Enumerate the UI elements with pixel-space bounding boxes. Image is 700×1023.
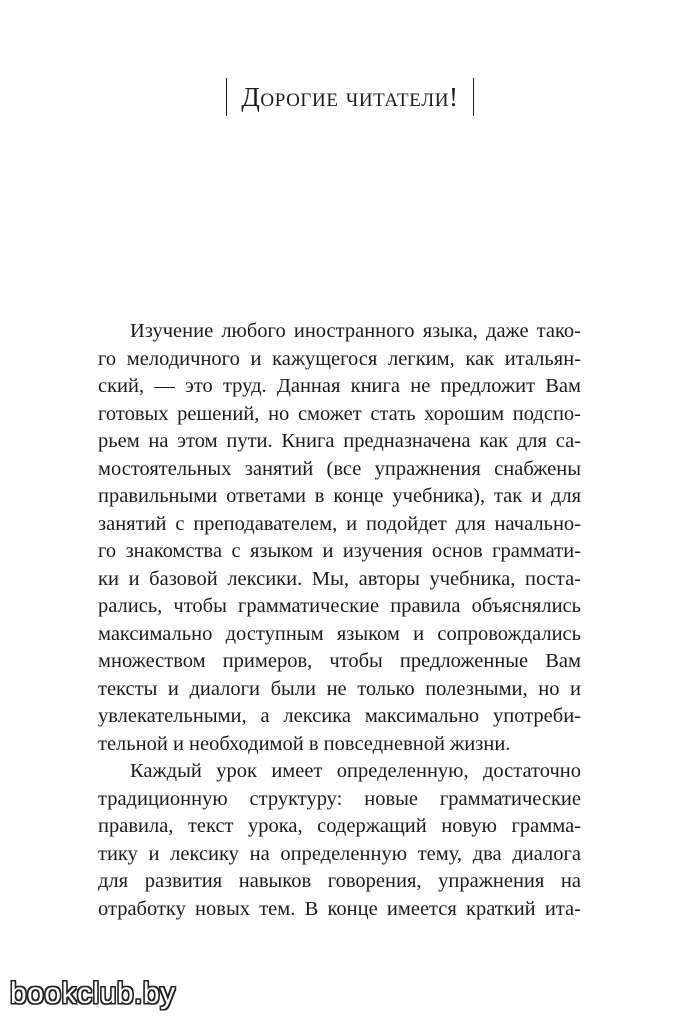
text-line: рьем на этом пути. Книга предназначена как для са-: [98, 430, 581, 452]
text-line: го мелодичного и кажущегося легким, как итальян-: [98, 347, 581, 370]
chapter-title: Дорогие читатели!: [241, 82, 459, 112]
paragraph-2: [98, 758, 581, 923]
text-line: отработку новых тем. В конце имеется краткий ита-: [98, 897, 581, 920]
paragraph-1: [98, 318, 581, 758]
heading-left-rule: [226, 78, 228, 116]
text-line: занятий с преподавателем, и подойдет для начально-: [98, 512, 581, 535]
text-line: тику и лексику на определенную тему, два диалога: [98, 842, 581, 865]
text-line: для развития навыков говорения, упражнения на: [98, 870, 581, 892]
text-line: тельной и необходимой в повседневной жизни.: [98, 732, 511, 755]
text-line: мостоятельных занятий (все упражнения снабжены: [98, 457, 581, 480]
text-line: рались, чтобы грамматические правила объяснялись: [98, 595, 581, 617]
text-line: Каждый урок имеет определенную, достаточно: [130, 760, 581, 782]
text-line: правила, текст урока, содержащий новую грамма-: [98, 815, 581, 837]
text-line: Изучение любого иностранного языка, даже тако-: [130, 320, 581, 342]
chapter-heading: [0, 78, 700, 116]
text-line: готовых решений, но сможет стать хорошим подспо-: [98, 402, 581, 425]
text-line: традиционную структуру: новые грамматические: [98, 787, 581, 810]
site-watermark: bookclub.by: [10, 977, 176, 1010]
text-line: ки и базовой лексики. Мы, авторы учебника, поста-: [98, 567, 581, 590]
text-line: го знакомства с языком и изучения основ граммати-: [98, 540, 581, 562]
text-line: ский, — это труд. Данная книга не предложит Вам: [98, 375, 581, 397]
text-line: увлекательными, а лексика максимально употреби-: [98, 705, 581, 727]
heading-right-rule: [473, 78, 475, 116]
body-text: [98, 318, 581, 923]
text-line: тексты и диалоги были не только полезными, но и: [98, 677, 581, 700]
text-line: правильными ответами в конце учебника), так и для: [98, 485, 581, 507]
text-line: множеством примеров, чтобы предложенные Вам: [98, 650, 581, 672]
text-line: максимально доступным языком и сопровождались: [98, 622, 581, 645]
